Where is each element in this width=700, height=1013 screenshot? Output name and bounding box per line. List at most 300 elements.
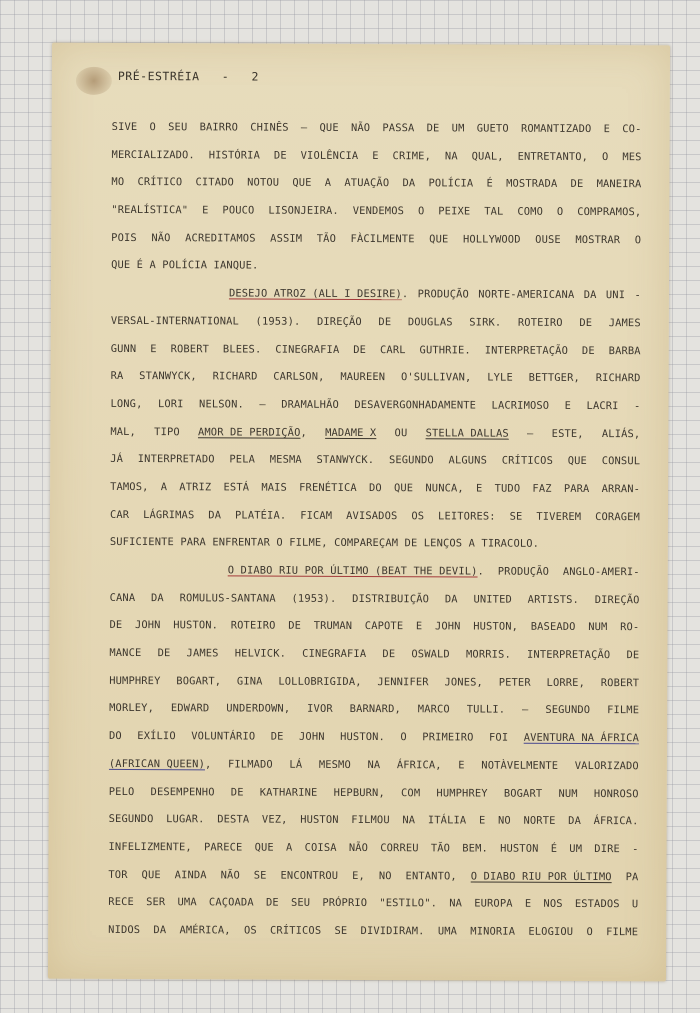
word: EDWARD: [170, 702, 210, 715]
word: VALORIZADO: [574, 759, 639, 773]
word: PARA: [563, 482, 590, 495]
text-line: [111, 308, 641, 338]
word: —: [300, 121, 308, 134]
word: POLÍCIA: [162, 259, 208, 272]
word: CRIME,: [392, 149, 432, 162]
word: FILME,: [289, 537, 328, 550]
word: SE: [334, 924, 348, 937]
word: ÁFRICA,: [396, 758, 442, 772]
word: KATHARINE: [259, 786, 318, 799]
page-header: PRÉ-ESTRÉIA - 2: [117, 68, 259, 84]
word: CITADO: [195, 176, 234, 189]
word: COISA: [304, 841, 337, 854]
word: SE: [509, 510, 523, 523]
word: JAMES: [608, 316, 641, 330]
word: FILME: [607, 704, 640, 717]
word: LACRIMOSO: [491, 399, 550, 412]
word: FILME: [606, 926, 639, 939]
word: CONSUL: [601, 455, 641, 468]
word: ENCONTROU: [280, 869, 339, 882]
word: LUGAR.: [166, 813, 205, 826]
word: DE: [426, 122, 440, 135]
word: TÃO: [316, 232, 337, 245]
word: NÃO: [220, 868, 240, 882]
word: MARCO: [417, 703, 450, 716]
text-line: [111, 280, 641, 310]
word: SIRK.: [469, 316, 502, 329]
word: DA: [568, 815, 582, 828]
typed-page: [48, 43, 670, 982]
word: RICHARD: [595, 372, 641, 385]
word: PRODUÇÃO: [497, 565, 550, 578]
text-line: [111, 335, 641, 365]
underlined-title: (AFRICAN QUEEN),: [108, 757, 212, 771]
word: BARNARD,: [349, 703, 401, 716]
word: DA: [208, 508, 222, 522]
text-line: [110, 585, 640, 615]
word: HUSTON: [500, 842, 539, 855]
word: O: [149, 121, 156, 134]
word: IANQUE.: [213, 259, 259, 272]
word: A: [149, 259, 156, 272]
word: TUDO: [494, 482, 521, 495]
word: "REALÍSTICA": [111, 203, 189, 217]
word: NUM: [588, 621, 608, 634]
text-line: [109, 806, 639, 836]
word: ROMANTIZADO: [520, 122, 592, 136]
text-line: [111, 169, 641, 199]
word: E: [150, 342, 157, 355]
word: PARA: [180, 536, 206, 549]
word: CANA: [109, 591, 136, 604]
underlined-title: O DIABO RIU POR ÚLTIMO: [470, 870, 612, 883]
word: ASSIM: [270, 232, 303, 245]
word: ROTEIRO: [230, 619, 276, 633]
word: VOLUNTÁRIO: [191, 730, 256, 743]
text-line: [109, 612, 639, 642]
word: LENÇOS: [423, 537, 463, 550]
word: JÁ: [110, 453, 124, 466]
word: ARRAN-: [601, 482, 641, 496]
word: DE: [579, 316, 593, 329]
word: DE: [382, 648, 396, 661]
word: MESMO: [318, 758, 351, 771]
text-line: [108, 889, 638, 919]
word: NÃO: [350, 121, 371, 135]
word: ATUAÇÃO: [344, 177, 390, 190]
word: JOHN: [434, 620, 461, 633]
word: DIVIDIRAM.: [360, 924, 425, 938]
word: POLÍCIA: [428, 177, 474, 190]
word: ENTANTO,: [405, 869, 457, 882]
word: UNI: [605, 289, 626, 302]
word: HEPBURN,: [333, 786, 385, 799]
word: LEITORES:: [438, 509, 496, 523]
word: EUROPA: [474, 897, 513, 910]
word: NORTE: [523, 814, 556, 828]
word: TIVEREM: [536, 510, 582, 523]
word: (1953).: [255, 315, 301, 328]
text-line: [110, 418, 640, 448]
word: ENFRENTAR: [212, 536, 271, 549]
word: E: [478, 814, 486, 827]
word: NOTÀVELMENTE: [481, 759, 559, 772]
word: TULLI.: [466, 703, 506, 717]
word: CRÍTICOS: [269, 924, 322, 937]
word: GINA: [236, 675, 263, 688]
word: (1953).: [291, 592, 337, 605]
word: PRODUÇÃO: [417, 288, 469, 301]
word: CRÍTICO: [137, 176, 183, 189]
word: TIPO: [154, 425, 180, 438]
word: QUAL,: [471, 150, 504, 163]
word: NA: [444, 150, 458, 163]
word: E: [524, 897, 532, 911]
word: MOSTRADA: [506, 178, 558, 191]
word: GUNN: [110, 342, 137, 355]
word: —: [259, 398, 266, 411]
word: LÁGRIMAS: [143, 508, 195, 521]
word: FÀCILMENTE: [350, 232, 415, 245]
word: DE: [404, 537, 418, 550]
word: STANWYCK.: [316, 454, 375, 467]
word: DE: [273, 149, 287, 162]
word: NOS: [543, 898, 563, 911]
word: CORAGEM: [595, 510, 641, 523]
underlined-title: DESEJO ATROZ (ALL I DESIRE).: [228, 287, 409, 301]
word: LYLE: [487, 371, 513, 384]
word: CO-: [622, 123, 642, 136]
word: DIREÇÃO: [316, 315, 362, 328]
word: HUSTON.: [173, 619, 219, 632]
word: MANCE: [109, 646, 142, 660]
word: LOLLOBRIGIDA,: [278, 675, 362, 688]
word: UNITED: [473, 593, 512, 606]
word: DOUGLAS: [407, 316, 453, 329]
word: UM: [451, 122, 465, 135]
word: JENNIFER: [377, 675, 429, 689]
word: CRÍTICOS: [501, 454, 554, 468]
word: EXÍLIO: [137, 730, 176, 743]
word: MINORIA: [470, 925, 516, 938]
word: FRENÉTICA: [299, 481, 357, 494]
word: NÃO: [348, 841, 369, 854]
word: DE: [378, 315, 392, 328]
word: BAIRRO: [199, 121, 239, 134]
word: -: [634, 289, 641, 302]
word: ROBERT: [170, 342, 210, 355]
word: ESTÁ: [223, 481, 250, 494]
word: OS: [243, 924, 257, 937]
word: ACREDITAMOS: [185, 231, 256, 245]
word: DIREÇÃO: [594, 593, 640, 606]
word: E: [202, 204, 209, 217]
word: PASSA: [382, 122, 415, 135]
word: OSWALD: [411, 648, 450, 661]
word: DO: [108, 730, 122, 743]
word: NA: [402, 814, 416, 827]
word: NIDOS: [108, 923, 141, 936]
word: CAÇOADA: [208, 896, 254, 909]
word: PETER: [498, 676, 531, 689]
word: DO: [368, 481, 382, 495]
word: E,: [352, 869, 365, 882]
word: INTERPRETADO: [137, 453, 215, 466]
word: UMA: [437, 925, 458, 938]
word: VEZ,: [261, 813, 288, 826]
word: SEGUNDO: [108, 813, 154, 826]
word: FICAM: [300, 509, 333, 522]
word: JOHN: [134, 619, 161, 632]
word: UMA: [177, 896, 197, 909]
word: ESTE,: [551, 427, 584, 440]
word: GUETO: [476, 122, 509, 135]
word: QUE: [429, 233, 449, 246]
text-line: [110, 474, 640, 504]
word: NÃO: [151, 231, 171, 244]
word: JOHN: [298, 730, 325, 743]
word: HUMPHREY: [109, 674, 161, 687]
word: ÁFRICA.: [593, 815, 639, 828]
word: BASEADO: [530, 621, 576, 634]
word: DE: [288, 620, 302, 633]
word: IVOR: [307, 703, 333, 716]
word: INTERPRETAÇÃO: [527, 648, 611, 662]
word: SER: [146, 896, 166, 909]
word: DA: [444, 593, 458, 606]
text-line: [110, 391, 640, 421]
word: QUE: [141, 868, 161, 881]
word: A: [286, 841, 293, 854]
text-line: [110, 557, 640, 587]
word: ARTISTS.: [527, 593, 579, 606]
word: DIRE: [594, 842, 620, 856]
word: E: [476, 482, 483, 495]
word: DE: [265, 896, 279, 909]
word: SEGUNDO: [545, 704, 591, 717]
text-line: [108, 917, 638, 947]
word: FAZ: [532, 482, 552, 495]
word: PARECE: [203, 841, 243, 854]
word: MAL,: [110, 425, 136, 438]
text-line: [108, 861, 638, 891]
word: HUSTON,: [473, 620, 519, 634]
word: O: [417, 205, 425, 218]
word: CHINÊS: [250, 121, 289, 134]
word: NORTE-AMERICANA: [478, 288, 575, 302]
word: ITÁLIA: [427, 814, 467, 827]
word: QUE: [111, 259, 131, 272]
stain-mark: [76, 67, 112, 95]
word: FILMOU: [351, 814, 390, 827]
word: "ESTILO".: [379, 897, 438, 910]
word: TIRACOLO.: [481, 537, 540, 551]
text-line: [108, 834, 638, 864]
word: COMO: [517, 205, 544, 218]
word: JAMES: [186, 647, 219, 660]
word: AINDA: [174, 868, 207, 881]
word: GUTHRIE.: [419, 343, 471, 356]
word: BEM.: [462, 842, 488, 855]
word: OUSE: [535, 233, 561, 246]
word: INTERPRETAÇÃO: [484, 344, 569, 357]
word: DE: [157, 647, 171, 660]
word: NO: [498, 814, 511, 827]
word: PA: [625, 870, 639, 883]
word: MERCIALIZADO.: [111, 148, 195, 161]
word: NELSON.: [199, 398, 244, 411]
word: MO: [111, 176, 125, 189]
underlined-title: AMOR DE PERDIÇÃO,: [197, 425, 307, 439]
word: PELA: [229, 453, 256, 466]
word: O: [276, 536, 283, 549]
word: —: [527, 427, 534, 440]
text-line: [111, 197, 641, 227]
word: ENTRETANTO,: [517, 150, 589, 163]
word: CINEGRAFIA: [302, 647, 367, 661]
word: MESMA: [269, 453, 302, 466]
word: DA: [402, 177, 416, 190]
word: HUSTON: [300, 813, 339, 827]
word: RO-: [620, 621, 640, 634]
text-line: [109, 778, 639, 808]
word: É: [550, 842, 558, 855]
word: UNDERDOWN,: [226, 702, 291, 716]
word: PRIMEIRO: [422, 731, 474, 744]
word: PEIXE: [438, 205, 471, 218]
text-line: [109, 695, 639, 725]
word: LORRE,: [546, 676, 586, 689]
word: DE: [581, 344, 595, 357]
word: MORRIS.: [465, 648, 511, 661]
text-line: [111, 363, 641, 393]
word: NUM: [558, 787, 578, 800]
word: QUE: [254, 841, 274, 854]
word: HUMPHREY: [436, 786, 488, 800]
word: VENDEMOS: [352, 205, 405, 218]
word: HELVICK.: [234, 647, 287, 660]
word: DESEMPENHO: [150, 785, 215, 798]
word: TRUMAN: [313, 620, 353, 633]
word: DE: [270, 730, 284, 743]
word: UM: [569, 842, 583, 855]
text-line: [111, 142, 641, 172]
word: E: [564, 399, 572, 412]
word: NOTOU: [247, 176, 280, 190]
word: CAPOTE: [364, 620, 404, 633]
word: MAUREEN: [340, 371, 386, 384]
word: ROBERT: [600, 676, 640, 689]
word: NUNCA,: [425, 482, 464, 495]
word: DESAVERGONHADAMENTE: [354, 398, 477, 412]
text-line: [112, 114, 642, 144]
word: DESTA: [217, 813, 250, 826]
word: INFELIZMENTE,: [108, 840, 192, 854]
text-line: [109, 668, 639, 698]
word: ALGUNS: [448, 454, 488, 467]
word: SUFICIENTE: [109, 536, 174, 549]
word: STANWYCK,: [139, 370, 197, 383]
word: VERSAL-INTERNATIONAL: [110, 314, 239, 328]
word: DA: [153, 924, 167, 937]
word: TAL: [484, 205, 504, 218]
word: BETTGER,: [528, 371, 580, 385]
word: POIS: [111, 231, 137, 244]
word: MOSTRAR: [575, 233, 621, 246]
word: DRAMALHÃO: [281, 398, 339, 411]
word: QUE: [319, 121, 339, 134]
word: ALIÁS,: [601, 427, 641, 440]
word: TÃO: [430, 842, 451, 855]
word: E: [603, 123, 611, 136]
word: HONROSO: [593, 787, 639, 800]
word: MORLEY,: [109, 702, 155, 715]
text-line: [110, 529, 640, 559]
word: O: [586, 925, 593, 938]
word: E: [415, 620, 423, 633]
word: QUE: [567, 455, 587, 468]
word: U: [631, 898, 639, 911]
word: HUSTON.: [340, 731, 385, 744]
word: NO: [378, 869, 392, 882]
text-line: [110, 502, 640, 532]
word: COMPAREÇAM: [334, 537, 399, 550]
word: A: [324, 177, 332, 190]
word: QUE: [393, 482, 414, 495]
word: PRÓPRIO: [322, 897, 368, 910]
word: A: [160, 481, 168, 494]
word: O: [601, 150, 609, 163]
word: DISTRIBUIÇÃO: [352, 592, 430, 605]
word: A: [468, 537, 476, 550]
word: HOLLYWOOD: [462, 233, 521, 246]
word: DE: [626, 649, 640, 662]
word: PLATÉIA.: [235, 509, 287, 522]
word: POUCO: [222, 204, 255, 217]
word: SIVE: [111, 120, 138, 134]
word: CAR: [109, 508, 130, 521]
word: AMÉRICA,: [179, 924, 231, 937]
text-line: [110, 446, 640, 476]
word: CINEGRAFIA: [275, 343, 340, 356]
word: LACRI: [586, 399, 619, 413]
word: COM: [401, 786, 421, 799]
word: ROTEIRO: [517, 316, 563, 329]
word: ESTADOS: [574, 898, 620, 911]
word: FOI: [488, 731, 509, 744]
word: LISONJEIRA.: [268, 204, 339, 217]
word: JONES,: [444, 676, 483, 689]
word: O: [556, 205, 564, 218]
word: E: [372, 149, 379, 162]
word: DA: [583, 289, 597, 302]
word: DE: [353, 343, 367, 356]
word: MANEIRA: [596, 178, 642, 191]
word: E: [458, 759, 465, 772]
word: -: [634, 400, 641, 413]
word: PELO: [108, 785, 135, 798]
word: DE: [109, 619, 123, 632]
word: AVISADOS: [346, 509, 398, 522]
word: OS: [411, 509, 425, 522]
word: LONG,: [110, 397, 143, 410]
text-line: [109, 640, 639, 670]
word: FILMADO: [227, 758, 273, 771]
word: BOGART,: [176, 674, 222, 688]
word: SEU: [290, 896, 311, 910]
word: CARLSON,: [273, 370, 325, 384]
word: CARL: [379, 343, 406, 356]
